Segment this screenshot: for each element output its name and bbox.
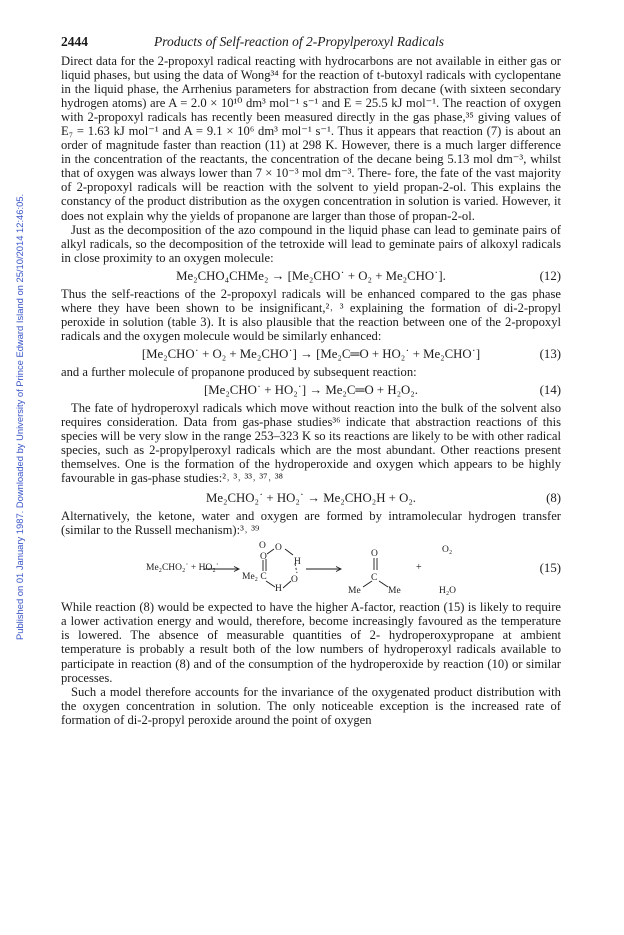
text-line: While reaction (8) would be expected to have the higher A-factor, reaction (15) is likely — [61, 600, 509, 615]
text-line: magnitude faster than reaction (11) at 298 K. However, there is a much larger difference — [105, 138, 561, 153]
download-watermark — [2, 80, 25, 640]
text-line: 5.13 mol dm⁻³, whilst that of oxygen was always lower than 7 × 10⁻³ mol dm⁻³. There- — [61, 152, 561, 181]
equation-13 — [61, 347, 561, 361]
equation-number: (13) — [539, 346, 561, 361]
equation-12 — [61, 269, 561, 283]
mechanism-reactants: Me₂CHO₂˙ + HO₂˙ — [146, 563, 219, 574]
mechanism-bonds — [61, 537, 561, 600]
text-line: which are the most abundant. Other reactions present themselves. One is the formation — [61, 443, 561, 472]
paragraph-rate-data — [61, 54, 561, 223]
ring-oxygen-top-left: O — [259, 541, 266, 552]
equation-number: (14) — [539, 382, 561, 397]
propanone-carbon: C — [371, 573, 378, 584]
ring-hydrogen-bottom: H — [275, 584, 282, 595]
text-line: of propanone are larger than those of propan-2-ol. — [223, 208, 475, 223]
text-line: as the temperature is lowered. The absence of measurable quantities of 2- — [61, 614, 561, 643]
text-line: phase where they have been shown to be insignificant,²˒ ³ explaining the formation of — [61, 286, 561, 315]
paragraph-model-summary — [61, 685, 561, 727]
text-line: distribution with the oxygen concentration in solution. The only noticeable exception — [61, 684, 561, 713]
article-body — [61, 54, 561, 727]
text-line: from decane (with sixteen secondary hydrogen atoms) are A = 2.0 × 10¹⁰ dm³ mol⁻¹ s⁻¹ — [61, 82, 562, 111]
page-header — [61, 34, 561, 52]
equation-number: (8) — [546, 491, 561, 506]
text-line: A = 9.1 × 10⁶ dm³ mol⁻¹ s⁻¹. Thus it appears that reaction (7) is about an order of — [61, 124, 561, 153]
text-line: to require a lower activation energy and would, therefore, become increasingly favoured — [61, 600, 561, 629]
plus-sign: + — [416, 562, 422, 574]
paragraph-geminate-pairs — [61, 223, 561, 265]
text-line: reactions are likely to be with other radical species, such as 2-propylperoxyl radicals — [61, 429, 561, 458]
page-number: 2444 — [61, 34, 88, 49]
text-line: in the concentration of the reactants, the concentration of the decane being — [61, 152, 444, 167]
text-line: transfer (similar to the Russell mechanism):³˒ ³⁹ — [61, 509, 561, 538]
equation-text: [Me₂CHO˙ + HO₂˙] → Me₂C═O + H₂O₂. — [204, 382, 418, 397]
equation-number: (12) — [539, 268, 561, 283]
text-line: pairs of alkyl radicals, so the decomposition of the tetroxide will lead to geminate pairs — [61, 222, 561, 251]
text-line: of the hydroperoxide and oxygen which appears to be highly favourable in gas-phase — [61, 457, 561, 486]
text-line: of alkoxyl radicals in close proximity to an oxygen molecule: — [61, 236, 561, 265]
text-line: numbers of hydroperoxyl radicals available to participate in reaction (8) and of the — [61, 642, 561, 671]
ring-oxygen-bottom: O — [291, 575, 298, 586]
ring-hydrogen-right: H — [294, 557, 301, 568]
ring-carbon: Me₂ C — [242, 572, 267, 583]
text-line: Such a model therefore accounts for the invariance of the oxygenated product — [71, 684, 473, 699]
water-product: H₂O — [439, 586, 457, 597]
equation-15-mechanism — [61, 537, 561, 600]
text-line: one of the 2-propoxyl radicals and the oxygen molecule would be similarly enhanced: — [61, 314, 561, 343]
running-title: Products of Self-reaction of 2-Propylperoxyl Radicals — [154, 34, 445, 49]
text-line: and E = 25.5 kJ mol⁻¹. The reaction of oxygen with 2-propoxyl radicals has recently — [61, 96, 561, 125]
text-line: Just as the decomposition of the azo compound in the liquid phase can lead to geminate — [71, 222, 519, 237]
text-line: oxygen concentration in solution is varied. However, it does not explain why the yields — [61, 194, 562, 223]
propanone-oxygen: O — [371, 549, 378, 560]
text-line: to yield propan-2-ol. This explains the constancy of the product distribution as the — [61, 180, 561, 209]
text-line: Thus the self-reactions of the 2-propoxyl radicals will be enhanced compared to the gas — [61, 286, 528, 301]
text-line: and a further molecule of propanone produced by subsequent reaction: — [61, 364, 417, 379]
equation-text: Me₂CHO₄CHMe₂ → [Me₂CHO˙ + O₂ + Me₂CHO˙]. — [176, 268, 446, 283]
equation-number: (15) — [539, 561, 561, 576]
paragraph-a-factor — [61, 600, 561, 684]
text-line: radicals with cyclopentane in the liquid phase, the Arrhenius parameters for abstraction — [61, 68, 562, 97]
paragraph-further-molecule — [61, 365, 561, 379]
text-line: studies:²˒ ³˒ ³³˒ ³⁷˒ ³⁸ — [183, 471, 284, 486]
paragraph-hydroperoxyl-fate — [61, 401, 561, 485]
text-line: Alternatively, the ketone, water and oxygen are formed by intramolecular hydrogen — [61, 509, 516, 524]
equation-text: Me₂CHO₂˙ + HO₂˙ → Me₂CHO₂H + O₂. — [205, 491, 417, 506]
text-line: is the increased rate of formation of di-2-propyl peroxide around the point of oxygen — [61, 698, 561, 727]
paragraph-self-reactions — [61, 287, 561, 343]
text-line: hydroperoxypropane at ambient temperature is probably a result both of the low — [61, 628, 561, 657]
text-line: consumption of the hydroperoxide by reaction (10) or similar processes. — [61, 656, 561, 685]
equation-text: [Me₂CHO˙ + O₂ + Me₂CHO˙] → [Me₂C═O + HO₂˙ + Me₂CHO˙] — [141, 346, 481, 361]
equation-8 — [61, 491, 561, 505]
text-line: solvent also requires consideration. Data from gas-phase studies³⁶ indicate that — [61, 400, 561, 429]
watermark-text: Published on 01 January 1987. Downloaded by University of Prince Edward Island on 25/10/2014 12:46:05. — [14, 193, 25, 640]
propanone-methyl-right: Me — [388, 586, 401, 597]
ring-oxygen-top-right: O — [275, 543, 282, 554]
text-line: abstraction reactions of this species will be very slow in the range 253–323 K so its — [61, 414, 561, 444]
text-line: fore, the fate of the vast majority of 2-propoxyl radicals will be reaction with the solvent — [61, 166, 561, 195]
text-line: Direct data for the 2-propoxyl radical reacting with hydrocarbons are not available in — [61, 54, 495, 68]
text-line: been measured directly in the gas phase,³⁵ giving values of E₇ = 1.63 kJ mol⁻¹ and — [61, 110, 562, 139]
text-line: di-2-propyl peroxide in solution (table 3). It is also plausible that the reaction between — [61, 300, 561, 329]
ring-oxygen-left: O — [260, 552, 267, 563]
equation-14 — [61, 383, 561, 397]
oxygen-product: O₂ — [442, 545, 453, 556]
paragraph-russell-mechanism — [61, 509, 561, 537]
text-line: either gas or liquid phases, but using the data of Wong³⁴ for the reaction of t-butoxyl — [61, 54, 561, 83]
propanone-methyl-left: Me — [348, 586, 361, 597]
text-line: The fate of hydroperoxyl radicals which move without reaction into the bulk of the — [71, 400, 497, 415]
